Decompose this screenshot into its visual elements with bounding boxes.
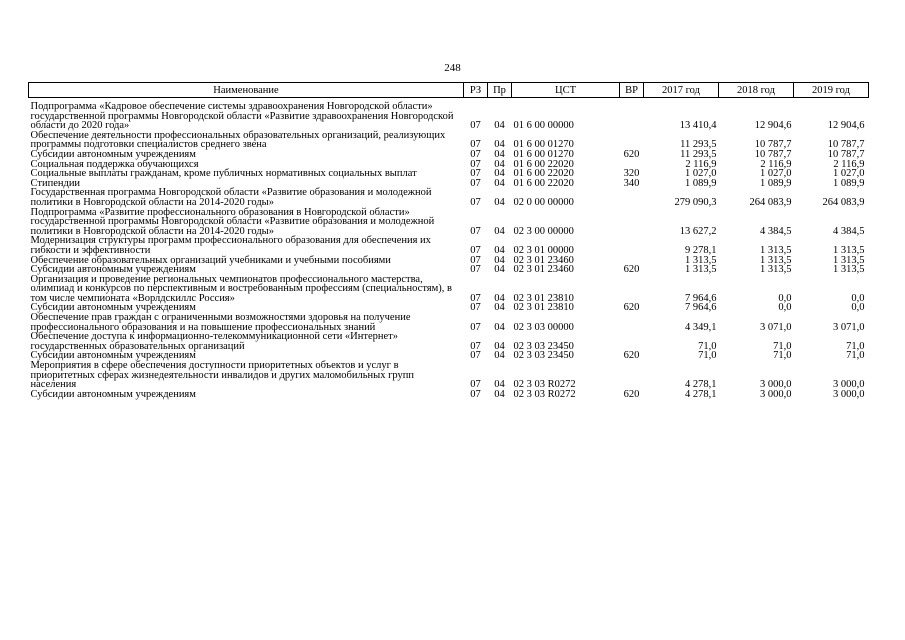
row-value-2017: 4 278,1: [685, 379, 717, 391]
row-value-2018: 3 071,0: [760, 321, 792, 333]
row-value-2018: 3 000,0: [760, 379, 792, 391]
row-cst: 02 3 01 00000: [513, 244, 574, 256]
budget-table: [28, 82, 869, 399]
row-vr: [620, 332, 644, 351]
row-value-2018: 71,0: [773, 350, 792, 362]
row-pr: 04: [494, 302, 505, 314]
row-value-2017: 1 027,0: [685, 168, 717, 180]
row-value-2017: 13 410,4: [679, 120, 717, 132]
row-value-2019: 3 000,0: [833, 379, 865, 391]
row-vr: 620: [623, 388, 640, 400]
row-value-2019: 264 083,9: [822, 196, 865, 208]
row-pr: 04: [494, 254, 505, 266]
table-body: [29, 98, 869, 400]
table-row: [29, 361, 869, 390]
table-row: [29, 131, 869, 150]
row-value-2019: 71,0: [846, 350, 865, 362]
row-name: Субсидии автономным учреждениям: [30, 388, 196, 400]
row-pr: 04: [494, 196, 505, 208]
row-value-2018: 4 384,5: [760, 225, 792, 237]
row-vr: [620, 208, 644, 237]
row-cst: 02 3 03 23450: [513, 350, 574, 362]
row-name: Субсидии автономным учреждениям: [30, 350, 196, 362]
row-rz: 07: [470, 139, 481, 151]
row-pr: 04: [494, 292, 505, 304]
table-row: [29, 208, 869, 237]
row-pr: 04: [494, 139, 505, 151]
row-cst: 01 6 00 22020: [513, 177, 574, 189]
row-value-2017: 4 349,1: [685, 321, 717, 333]
row-cst: 02 3 03 00000: [513, 321, 574, 333]
row-pr: 04: [494, 388, 505, 400]
row-cst: 01 6 00 22020: [513, 168, 574, 180]
row-value-2018: 2 116,9: [760, 158, 792, 170]
row-value-2019: 1 313,5: [833, 264, 865, 276]
row-cst: 02 3 01 23460: [513, 254, 574, 266]
row-rz: 07: [470, 120, 481, 132]
row-rz: 07: [470, 244, 481, 256]
row-rz: 07: [470, 148, 481, 160]
row-cst: 01 6 00 01270: [513, 139, 574, 151]
row-value-2018: 1 027,0: [760, 168, 792, 180]
row-value-2017: 71,0: [698, 340, 717, 352]
row-value-2018: 1 313,5: [760, 244, 792, 256]
row-rz: 07: [470, 350, 481, 362]
row-value-2019: 3 000,0: [833, 388, 865, 400]
row-cst: 02 3 03 R0272: [513, 379, 576, 391]
row-name: Обеспечение образовательных организаций учебниками и учебными пособиями: [30, 254, 391, 266]
row-pr: 04: [494, 148, 505, 160]
row-cst: 02 3 03 R0272: [513, 388, 576, 400]
row-name: Субсидии автономным учреждениям: [30, 302, 196, 314]
row-pr: 04: [494, 158, 505, 170]
row-pr: 04: [494, 225, 505, 237]
row-value-2019: 4 384,5: [833, 225, 865, 237]
row-vr: [620, 313, 644, 332]
row-name: Подпрограмма «Развитие профессионального образования в Новгородской области» государственной программы Новгородской области «Развитие образования и молодежной политики в Новгородской области на 2014-2020 годы»: [30, 206, 435, 237]
row-vr: [620, 275, 644, 304]
row-rz: 07: [470, 302, 481, 314]
table-row: [29, 275, 869, 304]
row-cst: 02 3 01 23810: [513, 292, 574, 304]
row-pr: 04: [494, 340, 505, 352]
row-value-2019: 0,0: [851, 292, 865, 304]
row-name: Социальная поддержка обучающихся: [30, 158, 199, 170]
row-name: Организация и проведение региональных чемпионатов профессионального мастерства, олимпиад и конкурсов по перспективным и востребованным профессиям (специальностям), в том числе чемпионата «Ворлдскиллс Россия»: [30, 273, 452, 304]
row-pr: 04: [494, 321, 505, 333]
row-rz: 07: [470, 196, 481, 208]
row-value-2019: 3 071,0: [833, 321, 865, 333]
column-header-rz: РЗ: [464, 83, 488, 98]
column-header-cst: ЦСТ: [512, 83, 620, 98]
row-vr: 620: [623, 302, 640, 314]
row-rz: 07: [470, 254, 481, 266]
row-value-2017: 7 964,6: [685, 302, 717, 314]
row-value-2018: 71,0: [773, 340, 792, 352]
row-name: Государственная программа Новгородской области «Развитие образования и молодежной политики в Новгородской области на 2014-2020 годы»: [30, 187, 432, 208]
row-rz: 07: [470, 379, 481, 391]
row-value-2019: 2 116,9: [833, 158, 865, 170]
row-rz: 07: [470, 340, 481, 352]
row-value-2018: 0,0: [778, 302, 792, 314]
row-name: Субсидии автономным учреждениям: [30, 264, 196, 276]
row-value-2019: 0,0: [851, 302, 865, 314]
row-rz: 07: [470, 264, 481, 276]
row-rz: 07: [470, 177, 481, 189]
row-value-2018: 12 904,6: [754, 120, 792, 132]
row-value-2017: 4 278,1: [685, 388, 717, 400]
row-name: Обеспечение прав граждан с ограниченными возможностями здоровья на получение профессионального образования и на повышение профессиональных знаний: [30, 312, 411, 333]
column-header-2019: 2019 год: [794, 83, 869, 98]
row-rz: 07: [470, 292, 481, 304]
column-header-vr: ВР: [620, 83, 644, 98]
table-row: [29, 332, 869, 351]
row-pr: 04: [494, 244, 505, 256]
row-value-2017: 1 313,5: [685, 254, 717, 266]
row-value-2019: 1 313,5: [833, 254, 865, 266]
row-vr: [620, 102, 644, 131]
row-value-2019: 1 313,5: [833, 244, 865, 256]
row-rz: 07: [470, 168, 481, 180]
row-cst: 01 6 00 01270: [513, 148, 574, 160]
row-name: Субсидии автономным учреждениям: [30, 148, 196, 160]
row-vr: [620, 361, 644, 390]
row-vr: 620: [623, 264, 640, 276]
column-header-pr: Пр: [488, 83, 512, 98]
row-name: Стипендии: [30, 177, 81, 189]
row-value-2018: 1 313,5: [760, 264, 792, 276]
row-value-2019: 1 089,9: [833, 177, 865, 189]
column-header-name: Наименование: [29, 83, 464, 98]
row-vr: 620: [623, 350, 640, 362]
row-value-2018: 0,0: [778, 292, 792, 304]
table-row: [29, 390, 869, 400]
column-header-2018: 2018 год: [719, 83, 794, 98]
row-vr: [620, 188, 644, 207]
row-rz: 07: [470, 388, 481, 400]
table-row: [29, 236, 869, 255]
row-value-2017: 279 090,3: [674, 196, 717, 208]
row-pr: 04: [494, 379, 505, 391]
row-cst: 02 3 03 23450: [513, 340, 574, 352]
row-value-2017: 1 089,9: [685, 177, 717, 189]
row-pr: 04: [494, 168, 505, 180]
row-value-2018: 1 313,5: [760, 254, 792, 266]
row-rz: 07: [470, 158, 481, 170]
row-value-2019: 10 787,7: [827, 148, 865, 160]
row-name: Обеспечение доступа к информационно-телекоммуникационной сети «Интернет» государственных образовательных организаций: [30, 331, 399, 352]
row-value-2017: 9 278,1: [685, 244, 717, 256]
row-cst: 02 3 01 23460: [513, 264, 574, 276]
row-value-2018: 10 787,7: [754, 148, 792, 160]
row-name: Подпрограмма «Кадровое обеспечение системы здравоохранения Новгородской области» государственной программы Новгородской области «Развитие здравоохранения Новгородской области до 2020 года»: [30, 101, 454, 132]
row-pr: 04: [494, 350, 505, 362]
row-cst: 01 6 00 22020: [513, 158, 574, 170]
row-value-2017: 2 116,9: [685, 158, 717, 170]
row-cst: 02 3 00 00000: [513, 225, 574, 237]
row-name: Социальные выплаты гражданам, кроме публичных нормативных социальных выплат: [30, 168, 417, 180]
row-cst: 02 0 00 00000: [513, 196, 574, 208]
row-value-2019: 10 787,7: [827, 139, 865, 151]
row-vr: 320: [623, 168, 640, 180]
row-pr: 04: [494, 120, 505, 132]
row-value-2018: 264 083,9: [749, 196, 792, 208]
row-rz: 07: [470, 225, 481, 237]
row-pr: 04: [494, 177, 505, 189]
row-vr: 340: [623, 177, 640, 189]
row-pr: 04: [494, 264, 505, 276]
page-number: 248: [444, 62, 461, 74]
row-value-2019: 12 904,6: [827, 120, 865, 132]
row-vr: [620, 131, 644, 150]
row-value-2019: 1 027,0: [833, 168, 865, 180]
row-value-2017: 11 293,5: [680, 148, 717, 160]
row-name: Обеспечение деятельности профессиональных образовательных организаций, реализующих программы подготовки специалистов среднего звена: [30, 129, 446, 151]
table-row: [29, 313, 869, 332]
row-vr: 620: [623, 148, 640, 160]
row-value-2018: 3 000,0: [760, 388, 792, 400]
table-row: [29, 188, 869, 207]
table-row: [29, 102, 869, 131]
row-value-2017: 11 293,5: [680, 139, 717, 151]
row-cst: 01 6 00 00000: [513, 120, 574, 132]
column-header-2017: 2017 год: [644, 83, 719, 98]
row-vr: [620, 236, 644, 255]
row-cst: 02 3 01 23810: [513, 302, 574, 314]
table-header: [29, 83, 869, 98]
row-value-2019: 71,0: [846, 340, 865, 352]
row-value-2017: 71,0: [698, 350, 717, 362]
row-value-2018: 1 089,9: [760, 177, 792, 189]
row-rz: 07: [470, 321, 481, 333]
row-value-2018: 10 787,7: [754, 139, 792, 151]
table-row: [29, 169, 869, 179]
row-name: Мероприятия в сфере обеспечения доступности приоритетных объектов и услуг в приоритетных сферах жизнедеятельности инвалидов и других маломобильных групп населения: [30, 360, 414, 391]
row-value-2017: 7 964,6: [685, 292, 717, 304]
row-value-2017: 1 313,5: [685, 264, 717, 276]
row-value-2017: 13 627,2: [679, 225, 717, 237]
row-name: Модернизация структуры программ профессионального образования для обеспечения их гибкости и эффективности: [30, 235, 431, 256]
